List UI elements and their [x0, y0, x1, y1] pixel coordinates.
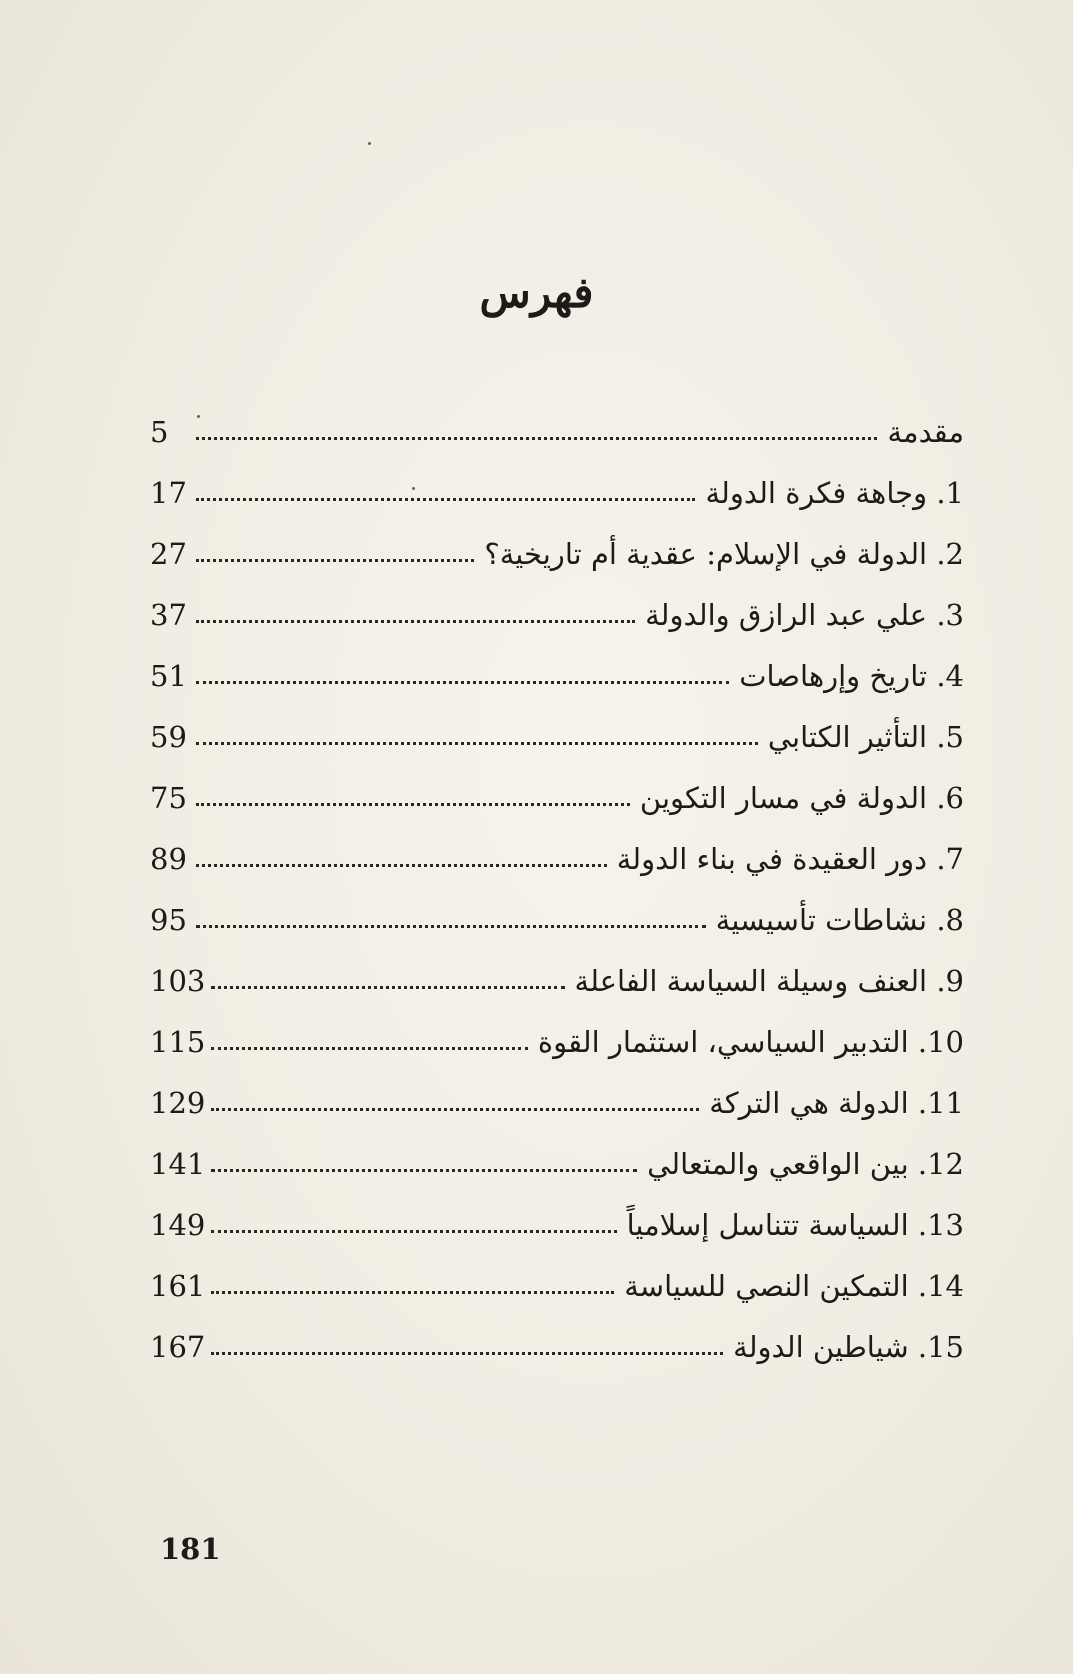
toc-entry-page: 95 — [150, 903, 187, 937]
toc-entry-title: 4. تاريخ وإرهاصات — [739, 659, 964, 693]
toc-entry-title: 5. التأثير الكتابي — [767, 720, 964, 754]
toc-entry-page: 5 — [150, 415, 169, 449]
toc-entry — [150, 1086, 964, 1147]
dot-leader — [211, 1330, 723, 1355]
dot-leader — [196, 598, 635, 623]
dot-leader — [211, 1269, 614, 1294]
dot-leader — [211, 964, 564, 989]
dot-leader — [196, 903, 706, 928]
toc-entry — [150, 1147, 964, 1208]
toc-entry-page: 141 — [150, 1147, 206, 1181]
toc-entry — [150, 1208, 964, 1269]
dot-leader — [211, 1025, 528, 1050]
toc-entry — [150, 720, 964, 781]
toc-entry — [150, 781, 964, 842]
toc-entry-page: 149 — [150, 1208, 206, 1242]
dot-leader — [196, 659, 729, 684]
toc-entry-title: 15. شياطين الدولة — [733, 1330, 964, 1364]
toc-entry — [150, 1330, 964, 1391]
toc-entry — [150, 659, 964, 720]
toc-entry-title: 2. الدولة في الإسلام: عقدية أم تاريخية؟ — [484, 537, 964, 571]
dot-leader — [211, 1086, 699, 1111]
paper-speck — [368, 142, 371, 145]
toc-entry-title: 6. الدولة في مسار التكوين — [639, 781, 964, 815]
dot-leader — [211, 1147, 637, 1172]
toc-entry-title: 3. علي عبد الرازق والدولة — [645, 598, 964, 632]
toc-entry — [150, 537, 964, 598]
toc-entry — [150, 1025, 964, 1086]
dot-leader — [196, 781, 630, 806]
toc-entry-title: 1. وجاهة فكرة الدولة — [705, 476, 964, 510]
toc-entry-page: 161 — [150, 1269, 206, 1303]
dot-leader — [196, 537, 474, 562]
toc-entry-title: 8. نشاطات تأسيسية — [715, 903, 964, 937]
toc-entry-page: 115 — [150, 1025, 206, 1059]
toc-entry — [150, 415, 964, 476]
toc-entry — [150, 598, 964, 659]
toc-entry-page: 17 — [150, 476, 187, 510]
toc-entry-page: 167 — [150, 1330, 206, 1364]
toc-entry-page: 75 — [150, 781, 187, 815]
toc-entry-page: 27 — [150, 537, 187, 571]
toc-entry-title: 12. بين الواقعي والمتعالي — [647, 1147, 964, 1181]
toc-entry — [150, 1269, 964, 1330]
toc-entry — [150, 964, 964, 1025]
toc-entry-page: 89 — [150, 842, 187, 876]
toc-entry-title: 10. التدبير السياسي، استثمار القوة — [537, 1025, 964, 1059]
page-title: فهرس — [479, 268, 594, 317]
toc-entry-title: 7. دور العقيدة في بناء الدولة — [616, 842, 964, 876]
dot-leader — [211, 1208, 616, 1233]
toc-entry — [150, 903, 964, 964]
toc-entry-page: 51 — [150, 659, 187, 693]
toc-entry-title: 9. العنف وسيلة السياسة الفاعلة — [574, 964, 964, 998]
paper-speck — [412, 487, 415, 490]
toc-entry-title: مقدمة — [887, 415, 964, 449]
toc-entry-title: 14. التمكين النصي للسياسة — [624, 1269, 964, 1303]
dot-leader — [196, 842, 607, 867]
toc-entry-page: 103 — [150, 964, 206, 998]
toc-entry-page: 59 — [150, 720, 187, 754]
toc-entry-title: 13. السياسة تتناسل إسلامياً — [626, 1208, 964, 1242]
dot-leader — [196, 476, 695, 501]
toc-entry — [150, 842, 964, 903]
page-number: 181 — [160, 1532, 221, 1566]
paper-speck — [197, 415, 200, 418]
toc-entry-page: 129 — [150, 1086, 206, 1120]
dot-leader — [196, 415, 877, 440]
toc-entry-title: 11. الدولة هي التركة — [709, 1086, 964, 1120]
toc-entry — [150, 476, 964, 537]
dot-leader — [196, 720, 758, 745]
toc-entry-page: 37 — [150, 598, 187, 632]
table-of-contents — [150, 415, 964, 1391]
